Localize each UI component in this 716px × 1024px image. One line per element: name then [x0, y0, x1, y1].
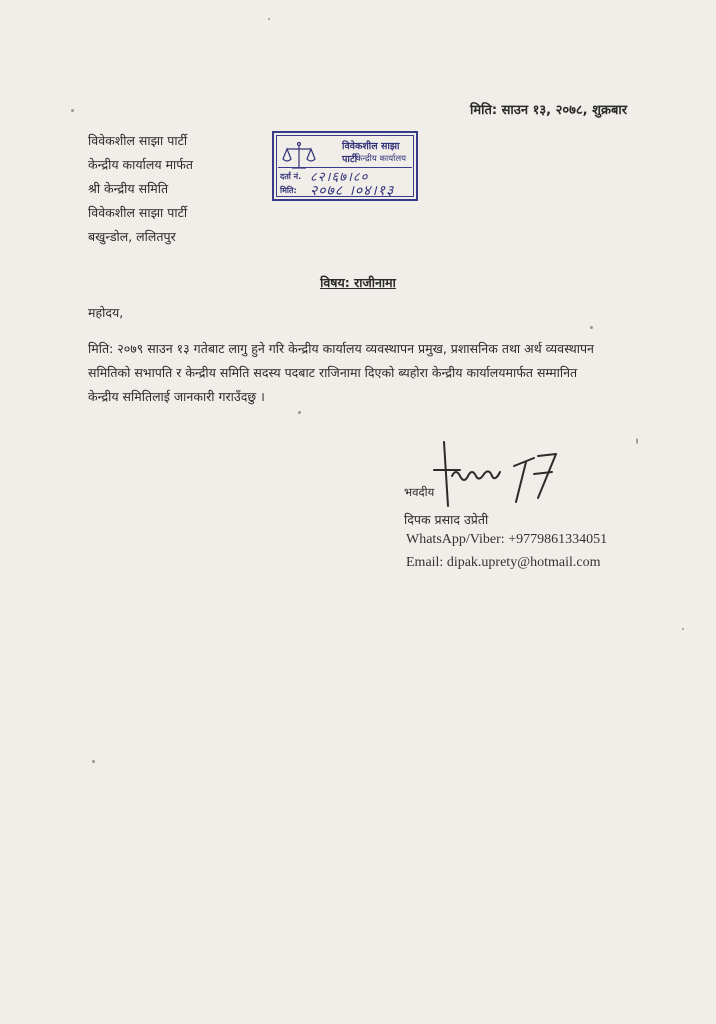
address-line: विवेकशील साझा पार्टी	[88, 133, 188, 148]
address-line: विवेकशील साझा पार्टी	[88, 205, 188, 220]
address-line: केन्द्रीय कार्यालय मार्फत	[88, 157, 194, 172]
subject-text: विषय: राजीनामा	[320, 275, 396, 290]
paper-speck	[636, 438, 638, 444]
paper-speck	[268, 18, 270, 20]
stamp-subtitle: केन्द्रीय कार्यालय	[356, 154, 407, 164]
paper-speck	[71, 109, 74, 112]
address-line: बखुन्डोल, ललितपुर	[88, 229, 176, 244]
handwritten-signature	[430, 440, 580, 510]
stamp-date-value: २०७८ ।०४।१३	[310, 183, 395, 199]
body-line: केन्द्रीय समितिलाई जानकारी गराउँदछु ।	[88, 389, 265, 404]
subject-heading	[0, 274, 716, 291]
body-line: समितिको सभापति र केन्द्रीय समिति सदस्य पदबाट राजिनामा दिएको ब्यहोरा केन्द्रीय कार्यालयमार्फत सम्मानित	[88, 365, 578, 380]
stamp-number-label: दर्ता नं.	[280, 172, 302, 181]
stamp-date-label: मिति:	[280, 186, 297, 195]
body-line: मिति: २०७९ साउन १३ गतेबाट लागु हुने गरि केन्द्रीय कार्यालय व्यवस्थापन प्रमुख, प्रशासनिक तथा अर्थ व्यवस्थापन	[88, 341, 594, 356]
paper-speck	[682, 628, 684, 630]
closing-word: भवदीय	[404, 485, 435, 499]
paper-speck	[590, 326, 593, 329]
address-line: श्री केन्द्रीय समिति	[88, 181, 169, 196]
email-contact: Email: dipak.uprety@hotmail.com	[406, 555, 601, 570]
stamp-number-value: ८२।६७।८०	[310, 170, 369, 185]
letter-date: मिति: साउन १३, २०७८, शुक्रबार	[470, 103, 628, 118]
sender-name: दिपक प्रसाद उप्रेती	[404, 512, 489, 527]
stamp-title: विवेकशील साझा पार्टी	[342, 141, 400, 165]
paper-speck	[298, 411, 301, 414]
paper-speck	[92, 760, 95, 763]
registration-stamp	[272, 131, 418, 201]
whatsapp-contact: WhatsApp/Viber: +9779861334051	[406, 532, 608, 547]
salutation: महोदय,	[88, 305, 124, 320]
